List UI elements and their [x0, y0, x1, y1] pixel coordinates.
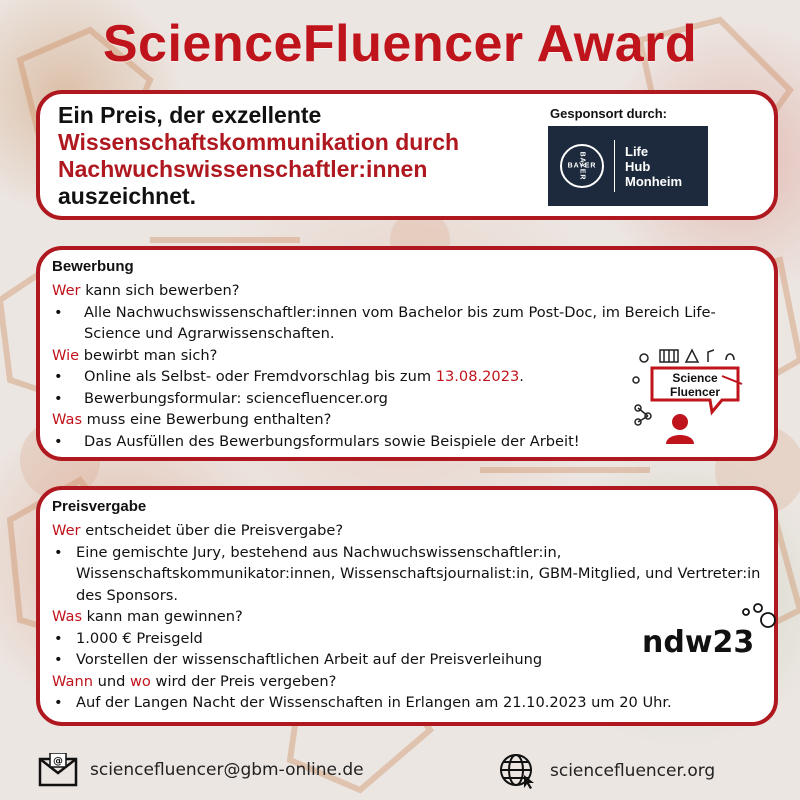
intro-line-4: auszeichnet. [58, 183, 197, 209]
bewerbung-card [36, 246, 778, 461]
preisvergabe-card [36, 486, 778, 726]
intro-line-2: Wissenschaftskommunikation durch [58, 129, 460, 155]
question-text: kann sich bewerben? [80, 282, 240, 299]
bewerbung-heading: Bewerbung [52, 258, 134, 275]
question-text: und [92, 672, 130, 690]
question-keyword: Wer [52, 522, 81, 539]
preisvergabe-bullet-1 [52, 542, 767, 607]
bullet-dot: • [54, 651, 63, 668]
bewerbung-question-1 [52, 280, 767, 302]
bullet-dot: • [54, 629, 63, 647]
envelope-icon [38, 753, 78, 787]
svg-text:@: @ [53, 756, 63, 767]
question-text: kann man gewinnen? [82, 608, 243, 625]
intro-line-3: Nachwuchswissenschaftler:innen [58, 156, 428, 182]
ndw23-logo [640, 602, 780, 662]
deadline-date: 13.08.2023 [435, 368, 520, 385]
sponsor-logo-text [625, 144, 682, 189]
sciencefluencer-logo [630, 346, 750, 446]
bullet-dot: • [54, 368, 63, 385]
bullet-text-part: . [519, 368, 524, 385]
bullet-text: 1.000 € Preisgeld [76, 629, 203, 647]
email-contact[interactable] [38, 753, 364, 787]
bullet-text: Bewerbungsformular: sciencefluencer.org [84, 389, 388, 407]
bullet-dot: • [54, 543, 63, 561]
bullet-text: Auf der Langen Nacht der Wissenschaften in Erlangen am 21.10.2023 um 20 Uhr. [76, 694, 672, 711]
intro-line-1: Ein Preis, der exzellente [58, 102, 322, 128]
question-keyword: wo [130, 672, 151, 690]
bullet-text: Das Ausfüllen des Bewerbungsformulars sowie Beispiele der Arbeit! [84, 432, 580, 450]
bullet-text: Alle Nachwuchswissenschaftler:innen vom Bachelor bis zum Post-Doc, im Bereich Life-Science und Agrarwissenschaften. [84, 303, 716, 342]
website-contact[interactable] [498, 753, 715, 789]
intro-card [36, 90, 778, 220]
question-keyword: Wann [52, 672, 93, 690]
ndw23-text: ndw23 [642, 625, 755, 660]
bewerbung-bullet-1 [52, 302, 767, 345]
sponsor-logo-line-2: Hub [625, 158, 651, 174]
bullet-dot: • [54, 389, 63, 407]
sponsor-logo-line-3: Monheim [625, 173, 683, 189]
bullet-dot: • [54, 303, 63, 321]
email-address[interactable]: sciencefluencer@gbm-online.de [90, 760, 364, 780]
preisvergabe-bullet-4 [52, 692, 767, 714]
intro-headline [58, 102, 508, 210]
question-text: muss eine Bewerbung enthalten? [82, 411, 332, 428]
question-text: bewirbt man sich? [79, 346, 218, 364]
bayer-horizontal-text: BAYER [567, 162, 597, 170]
logo-text-science: Science [672, 371, 718, 385]
sponsor-divider [614, 140, 615, 192]
preisvergabe-question-1 [52, 520, 767, 542]
bullet-text: Vorstellen der wissenschaftlichen Arbeit auf der Preisverleihung [76, 651, 543, 668]
bullet-dot: • [54, 694, 63, 711]
bullet-text-part: Online als Selbst- oder Fremdvorschlag bis zum [84, 368, 436, 385]
bayer-vertical-text: BAYER [578, 151, 586, 181]
globe-icon [498, 753, 538, 789]
footer [0, 745, 800, 795]
bullet-dot: • [54, 432, 63, 450]
sponsor-logo [548, 126, 708, 206]
question-keyword: Was [52, 411, 83, 428]
question-text: wird der Preis vergeben? [150, 672, 337, 690]
preisvergabe-heading: Preisvergabe [52, 498, 147, 515]
bayer-cross-logo [560, 144, 604, 188]
question-keyword: Was [52, 608, 83, 625]
logo-text-fluencer: Fluencer [669, 385, 721, 399]
sponsor-logo-line-1: Life [625, 143, 649, 159]
website-url[interactable]: sciencefluencer.org [550, 761, 716, 781]
question-keyword: Wer [52, 282, 81, 299]
page-title: ScienceFluencer Award [102, 15, 698, 73]
question-text: entscheidet über die Preisvergabe? [80, 522, 344, 539]
bullet-text: Eine gemischte Jury, bestehend aus Nachwuchswissenschaftler:in, Wissenschaftskommunikator:innen, Wissenschaftsjournalist:in, GBM-Mitglied, und Vertreter:in des Sponsors. [76, 543, 761, 604]
sponsor-label: Gesponsort durch: [550, 106, 668, 121]
preisvergabe-question-3 [52, 671, 767, 693]
question-keyword: Wie [52, 346, 80, 364]
